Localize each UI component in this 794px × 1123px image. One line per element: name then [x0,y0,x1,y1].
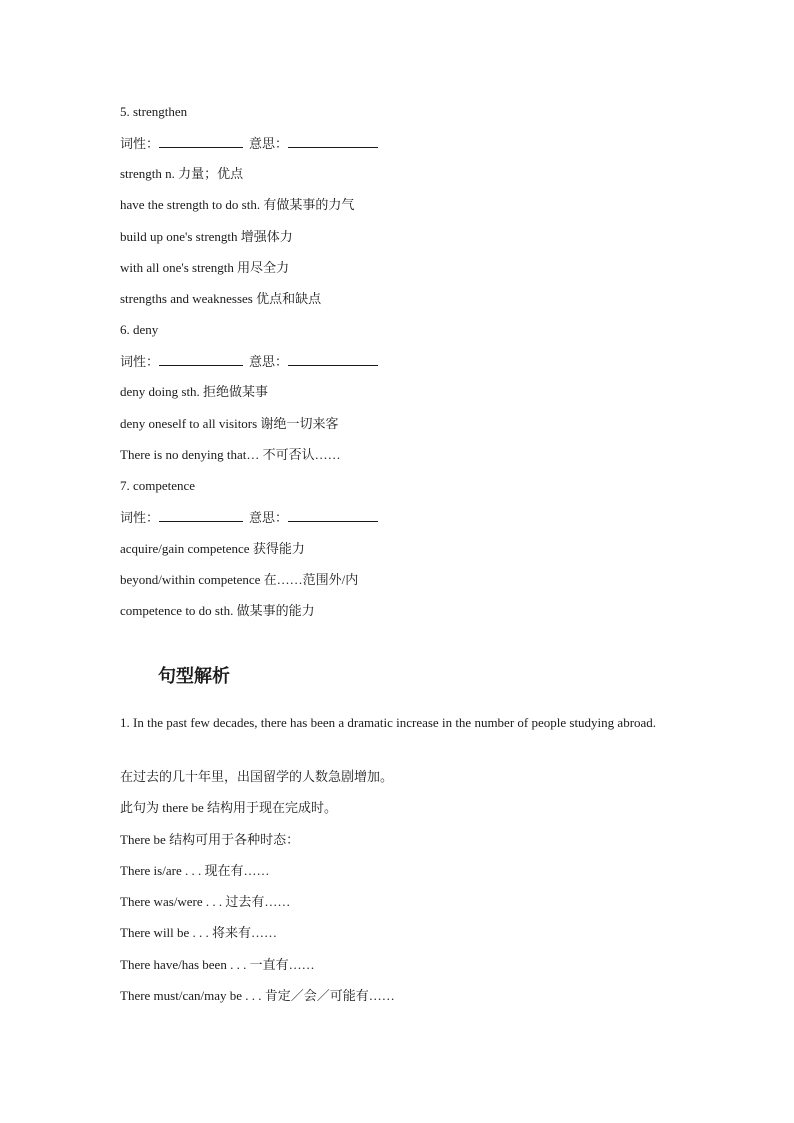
meaning-blank[interactable] [288,135,378,148]
pos-label: 词性： [120,510,160,525]
tenses-intro: There be 结构可用于各种时态： [120,832,300,847]
tense-line: There was/were . . . 过去有…… [120,894,291,909]
phrase-line: strengths and weaknesses 优点和缺点 [120,291,322,306]
phrase-line: There is no denying that… 不可否认…… [120,447,341,462]
sentence-translation: 在过去的几十年里，出国留学的人数急剧增加。 [120,769,394,784]
example-sentence: 1. In the past few decades, there has been a dramatic increase in the number of people studying abroad. [120,715,657,730]
pos-blank[interactable] [159,135,243,148]
meaning-label: 意思： [249,354,289,369]
sentence-note: 此句为 there be 结构用于现在完成时。 [120,800,338,815]
tense-line: There is/are . . . 现在有…… [120,863,270,878]
vocab-heading: 6. deny [120,322,159,337]
pos-label: 词性： [120,136,160,151]
vocab-heading: 5. strengthen [120,104,188,119]
tense-line: There will be . . . 将来有…… [120,925,278,940]
meaning-blank[interactable] [288,509,378,522]
section-title: 句型解析 [158,666,230,687]
pos-meaning-row [120,353,378,370]
tense-line: There have/has been . . . 一直有…… [120,957,315,972]
phrase-line: deny doing sth. 拒绝做某事 [120,384,269,399]
pos-meaning-row [120,135,378,152]
pos-label: 词性： [120,354,160,369]
phrase-line: competence to do sth. 做某事的能力 [120,603,315,618]
meaning-label: 意思： [249,136,289,151]
phrase-line: strength n. 力量；优点 [120,166,244,181]
meaning-label: 意思： [249,510,289,525]
pos-blank[interactable] [159,509,243,522]
phrase-line: beyond/within competence 在……范围外/内 [120,572,359,587]
phrase-line: acquire/gain competence 获得能力 [120,541,305,556]
phrase-line: with all one's strength 用尽全力 [120,260,290,275]
meaning-blank[interactable] [288,353,378,366]
phrase-line: have the strength to do sth. 有做某事的力气 [120,197,355,212]
pos-meaning-row [120,509,378,526]
pos-blank[interactable] [159,353,243,366]
phrase-line: deny oneself to all visitors 谢绝一切来客 [120,416,339,431]
phrase-line: build up one's strength 增强体力 [120,229,293,244]
vocab-heading: 7. competence [120,478,196,493]
tense-line: There must/can/may be . . . 肯定／会／可能有…… [120,988,395,1003]
